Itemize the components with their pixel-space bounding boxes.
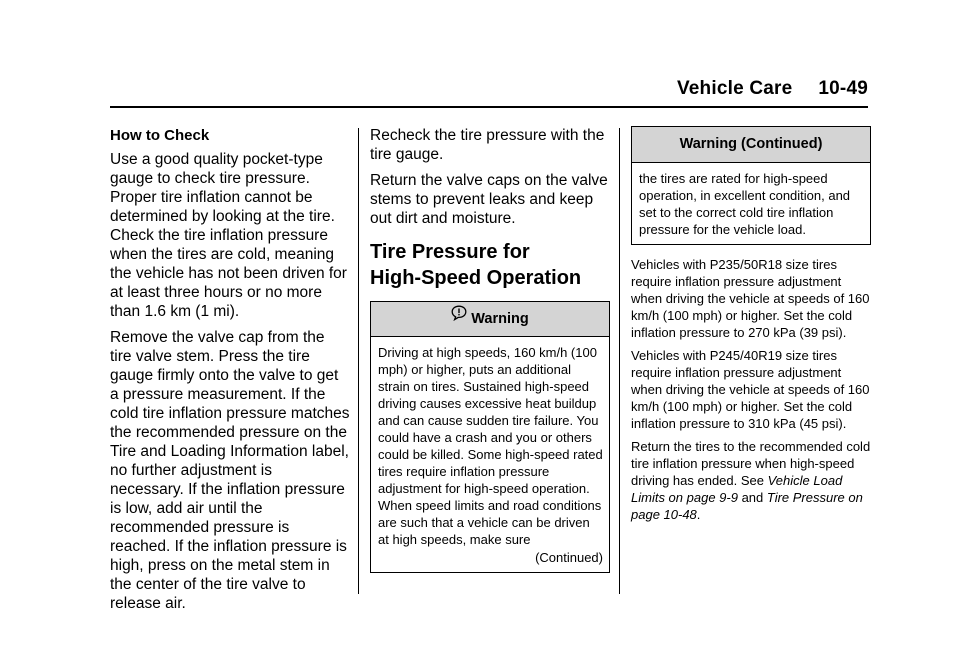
tire-pressure-link[interactable]: Tire Pressure on page 10-48 <box>631 490 863 522</box>
p245-paragraph: Vehicles with P245/40R19 size tires require inflation pressure adjustment when driving the vehicle at speeds of 160 km/h (100 mph) or higher. Set the cold inflation pressure to 310 kPa (45 psi). <box>631 348 870 431</box>
page-header <box>110 78 868 108</box>
return-tires-paragraph <box>631 438 871 523</box>
warning-title: Warning <box>471 311 529 327</box>
warning-continued-header: Warning (Continued) <box>632 127 870 163</box>
warning-continued-box <box>631 126 871 245</box>
section-title-line-2: High-Speed Operation <box>370 267 582 289</box>
section-title <box>370 239 610 291</box>
column-1 <box>110 126 350 620</box>
header-section-title: Vehicle Care <box>676 78 793 99</box>
warning-body <box>371 337 609 572</box>
header-text <box>677 78 868 100</box>
warning-box <box>370 301 610 573</box>
how-to-check-paragraph-2: Remove the valve cap from the tire valve stem. Press the tire gauge firmly onto the valve to get a pressure measurement. If the cold tire inflation pressure matches the recommended pressure on the Tire and Loading Information label, no further adjustment is necessary. If the inflation pressure is low, add air until the recommended pressure is reached. If the inflation pressure is high, press on the metal stem in the center of the tire valve to release air. <box>110 329 350 612</box>
how-to-check-paragraph-1: Use a good quality pocket-type gauge to check tire pressure. Proper tire inflation cannot be determined by looking at the tire. Check the tire inflation pressure when the tires are cold, meaning the vehicle has not been driven for at least three hours or no more than 1.6 km (1 mi). <box>110 151 347 320</box>
warning-text: Driving at high speeds, 160 km/h (100 mph) or higher, puts an additional strain on tires. Sustained high-speed driving causes excessive heat buildup and can cause sudden tire failure. You could have a crash and you or others could be killed. Some high-speed rated tires require inflation pressure adjustment for high-speed operation. When speed limits and road conditions are such that a vehicle can be driven at high speeds, make sure <box>378 345 603 547</box>
return-tires-text: Return the tires to the recommended cold tire inflation pressure when high-speed driving has ended. See <box>631 439 871 488</box>
column-divider-2 <box>619 128 620 594</box>
recheck-paragraph: Recheck the tire pressure with the tire gauge. <box>370 127 605 163</box>
warning-bubble-icon <box>451 300 467 334</box>
warning-continued: (Continued) <box>535 550 603 565</box>
column-2 <box>370 126 610 573</box>
header-page-number: 10-49 <box>818 78 868 99</box>
how-to-check-heading: How to Check <box>110 127 210 144</box>
return-tires-end: . <box>696 507 701 522</box>
warning-header <box>371 302 609 337</box>
section-title-line-1: Tire Pressure for <box>370 241 530 263</box>
valve-caps-paragraph: Return the valve caps on the valve stems to prevent leaks and keep out dirt and moisture. <box>370 172 608 227</box>
vehicle-load-limits-link[interactable]: Vehicle Load Limits on page 9-9 <box>631 473 843 505</box>
column-3 <box>631 126 871 529</box>
column-divider-1 <box>358 128 359 594</box>
p235-paragraph: Vehicles with P235/50R18 size tires require inflation pressure adjustment when driving the vehicle at speeds of 160 km/h (100 mph) or higher. Set the cold inflation pressure to 270 kPa (39 psi). <box>631 257 870 340</box>
warning-continued-body: the tires are rated for high-speed operation, in excellent condition, and set to the correct cold tire inflation pressure for the vehicle load. <box>639 171 851 237</box>
return-tires-and: and <box>737 490 767 505</box>
